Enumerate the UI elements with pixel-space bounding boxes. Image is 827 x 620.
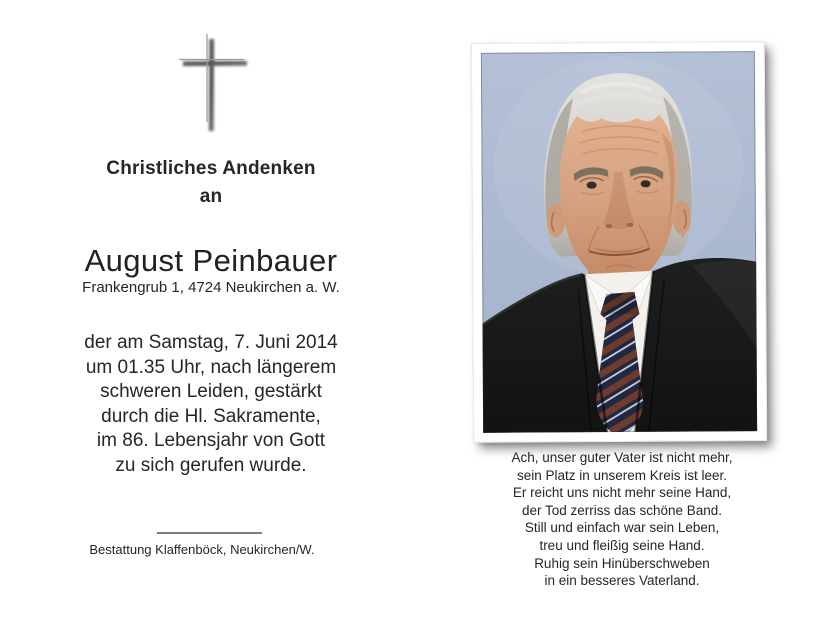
eye bbox=[587, 182, 597, 189]
deceased-name: August Peinbauer bbox=[84, 243, 338, 278]
obituary-line: um 01.35 Uhr, nach längerem bbox=[85, 356, 337, 378]
funeral-home-label: Bestattung Klaffenböck, Neukirchen/W. bbox=[89, 542, 315, 557]
poem-line: sein Platz in unserem Kreis ist leer. bbox=[516, 467, 728, 483]
portrait-illustration bbox=[481, 51, 757, 433]
poem-line: Er reicht uns nicht mehr seine Hand, bbox=[512, 485, 732, 501]
poem-line: Still und einfach war sein Leben, bbox=[524, 520, 720, 536]
poem-line: Ach, unser guter Vater ist nicht mehr, bbox=[511, 450, 733, 465]
signature-divider bbox=[157, 532, 262, 534]
memorial-heading-line2: an bbox=[199, 186, 223, 207]
obituary-line: zu sich gerufen wurde. bbox=[115, 454, 307, 476]
obituary-line: der am Samstag, 7. Juni 2014 bbox=[84, 332, 338, 353]
eye bbox=[641, 180, 651, 187]
poem-line: in ein besseres Vaterland. bbox=[544, 573, 700, 589]
poem-line: Ruhig sein Hinüberschweben bbox=[534, 555, 710, 571]
poem-line: treu und fleißig seine Hand. bbox=[539, 537, 705, 553]
obituary-line: durch die Hl. Sakramente, bbox=[101, 405, 321, 427]
obituary-line: im 86. Lebensjahr von Gott bbox=[96, 430, 326, 451]
memorial-heading-line1: Christliches Andenken bbox=[106, 158, 316, 179]
memorial-poem bbox=[472, 449, 772, 590]
poem-line: der Tod zerriss das schöne Band. bbox=[521, 502, 723, 518]
portrait-photo bbox=[472, 42, 766, 442]
obituary-line: schweren Leiden, gestärkt bbox=[100, 381, 322, 402]
cross-icon bbox=[164, 26, 258, 140]
memorial-heading bbox=[36, 155, 386, 211]
obituary-text bbox=[36, 331, 386, 478]
deceased-address: Frankengrub 1, 4724 Neukirchen a. W. bbox=[82, 279, 340, 296]
